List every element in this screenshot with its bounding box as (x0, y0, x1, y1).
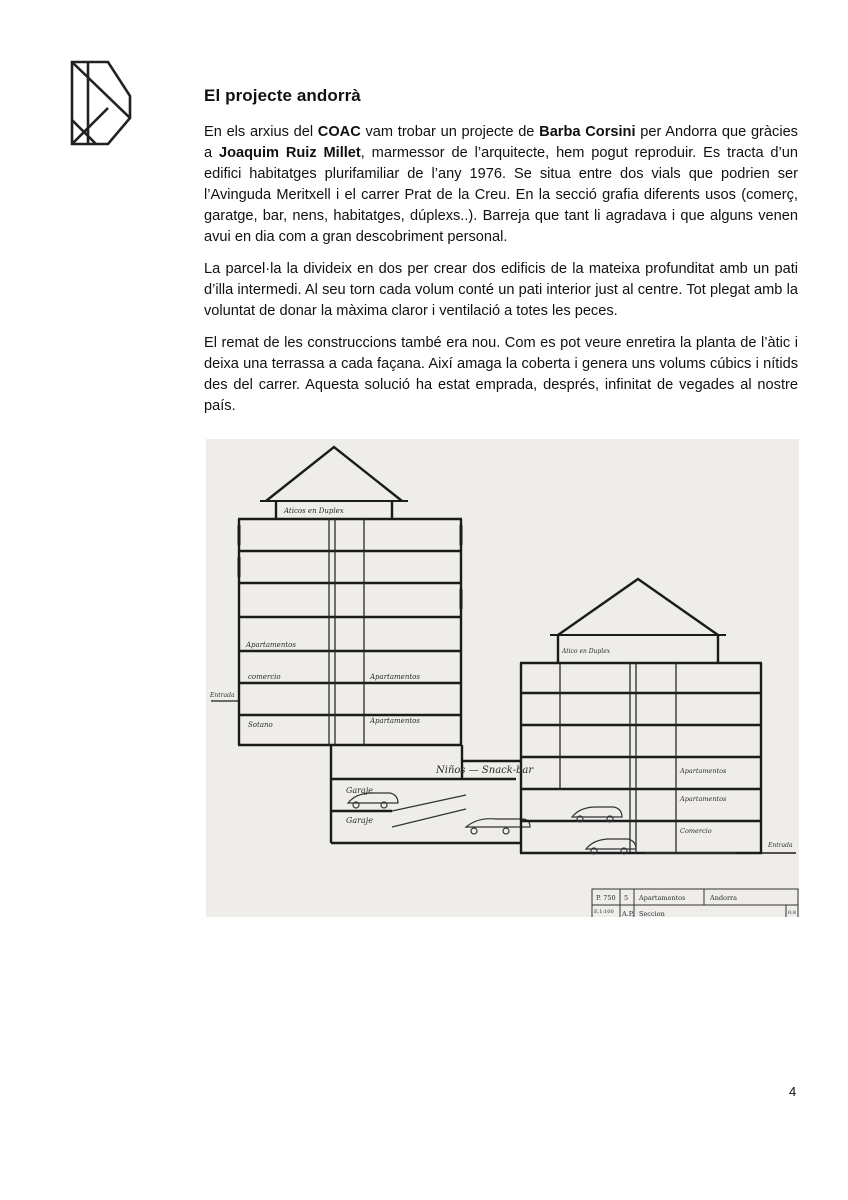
tb-scale: E.1:100 (594, 909, 614, 915)
label-garaje-1: Garaje (346, 786, 373, 795)
tb-section: Seccion (639, 910, 665, 917)
label-entrada-right: Entrada (768, 842, 793, 849)
studio-logo-icon (68, 60, 132, 146)
section-title: El projecte andorrà (204, 86, 361, 105)
label-entrada-left: Entrada (210, 692, 235, 699)
label-garaje-2: Garaje (346, 816, 373, 825)
tb-name: Apartamentos (639, 894, 686, 902)
label-comercio-left: comercio (248, 673, 281, 681)
label-apartamentos-mid-2: Apartamentos (370, 717, 420, 725)
tb-num: 5 (624, 894, 629, 902)
paragraph-1: En els arxius del COAC vam trobar un projecte de Barba Corsini per Andorra que gràcies a Joaquim Ruiz Millet, marmessor de l’arquitecte, hem pogut reproduir. Es tracta d’un edifici habitatges plurifamiliar de l’any 1976. Se situa entre dos vials que podrien ser l’Avinguda Meritxell i el carrer Prat de la Creu. En la secció grafia diferents usos (comerç, garatge, bar, nens, habitatges, dúplexs..). Barreja que tant li agradava i que alguns venen avui en dia com a gran descobriment personal. (204, 124, 798, 245)
label-ninos-snack-bar: Niños — Snack-bar (436, 765, 534, 776)
label-comercio-right: Comercio (680, 827, 712, 835)
tb-place: Andorra (710, 894, 738, 902)
label-apartamentos-right-1: Apartamentos (680, 767, 727, 775)
label-sotano: Sotano (248, 721, 273, 729)
article-body (204, 86, 798, 428)
tb-sheet: 0.8 (788, 910, 796, 916)
label-aticos-duplex: Aticos en Duplex (284, 507, 344, 515)
section-drawing (206, 439, 799, 917)
paragraph-3: El remat de les construccions també era nou. Com es pot veure enretira la planta de l’àtic i deixa una terrassa a cada façana. Així amaga la coberta i genera uns volums cúbics i nítids des del carrer. Aquesta solució ha estat emprada, després, infinitat de vegades al nostre país. (204, 335, 798, 414)
tb-ap: A.P. (622, 910, 634, 917)
label-atico-duplex-right: Atico en Duplex (562, 648, 611, 655)
label-apartamentos-left: Apartamentos (246, 641, 296, 649)
tb-ref: P. 750 (596, 894, 616, 902)
page-number: 4 (789, 1084, 797, 1099)
label-apartamentos-right-2: Apartamentos (680, 795, 727, 803)
paragraph-2: La parcel·la la divideix en dos per crear dos edificis de la mateixa profunditat amb un pati d’illa intermedi. Al seu torn cada volum conté un pati interior just al centre. Tot plegat amb la voluntat de donar la màxima claror i ventilació a totes les peces. (204, 261, 798, 319)
label-apartamentos-mid-1: Apartamentos (370, 673, 420, 681)
